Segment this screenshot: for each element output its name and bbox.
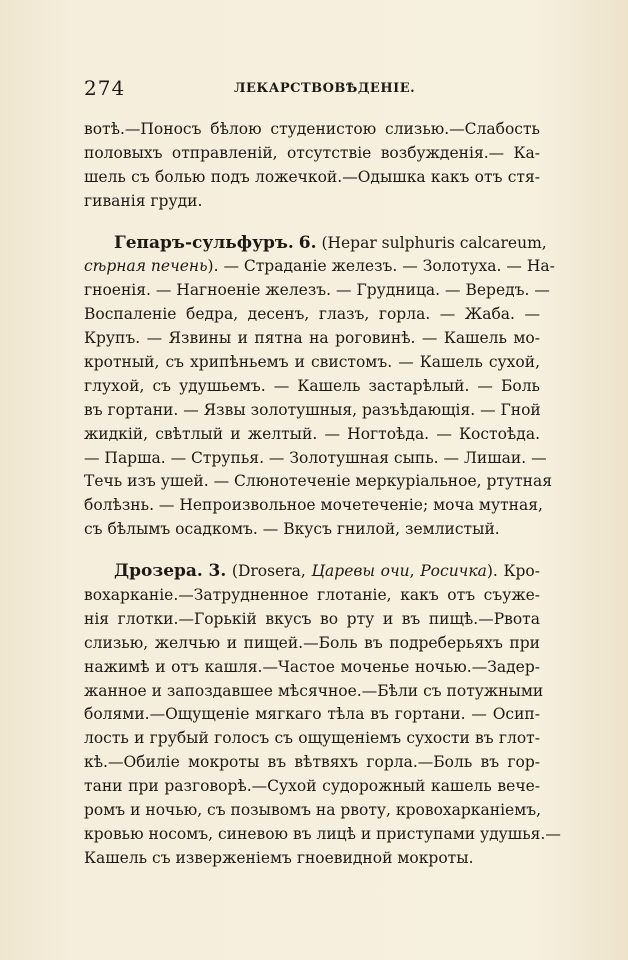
entry-title: Гепаръ-сульфуръ. <box>114 232 294 253</box>
text-line: гиванія груди. <box>84 191 203 210</box>
entry-title: Дрозера. <box>114 561 203 582</box>
text-line: жидкій, свѣтлый и желтый. — Ногтоѣда. — Костоѣда. <box>84 424 540 443</box>
page-body <box>84 118 561 871</box>
text-line: половыхъ отправленій, отсутствіе возбужденія.— Ка- <box>84 143 540 162</box>
text-line: нія глотки.—Горькій вкусъ во рту и въ пищѣ.—Рвота <box>84 609 540 628</box>
text-line: въ гортани. — Язвы золотушныя, разъѣдающія. — Гной <box>84 400 541 419</box>
text-fragment: , <box>409 562 415 581</box>
page-number: 274 <box>84 76 126 100</box>
text-line: болѣзнь. — Непроизвольное мочетеченіе; моча мутная, <box>84 496 543 515</box>
entry-number: 3. <box>208 561 227 582</box>
entry-latin-name: (Drosera, <box>231 562 306 581</box>
text-fragment: ). Кро- <box>486 562 540 581</box>
text-line: лость и грубый голосъ съ ощущеніемъ сухости въ глот- <box>84 729 540 748</box>
entry-first-line <box>84 560 540 584</box>
text-line: Крупъ. — Язвины и пятна на роговинѣ. — Кашель мо- <box>84 329 540 348</box>
text-line: гноенія. — Нагноеніе железъ. — Грудница. — Вередъ. — <box>84 281 550 300</box>
text-line: кротный, съ хрипѣньемъ и свистомъ. — Кашель сухой, <box>84 353 540 372</box>
text-line: шель съ болью подъ ложечкой.—Одышка какъ отъ стя- <box>84 167 540 186</box>
text-line: болями.—Ощущеніе мягкаго тѣла въ гортани. — Осип- <box>84 705 540 724</box>
text-line: ромъ и ночью, съ позывомъ на рвоту, кровохарканіемъ, <box>84 801 542 820</box>
text-line: — Парша. — Струпья. — Золотушная сыпь. — Лишаи. — <box>84 448 547 467</box>
text-line: нажимѣ и отъ кашля.—Частое моченье ночью.—Задер- <box>84 657 540 676</box>
text-line: вохарканіе.—Затрудненное глотаніе, какъ отъ съуже- <box>84 586 540 605</box>
text-line: вотѣ.—Поносъ бѣлою студенистою слизью.—Слабость <box>84 120 540 138</box>
text-line: Течь изъ ушей. — Слюнотеченіе меркуріальное, ртутная <box>84 472 553 491</box>
entry-drosera <box>84 560 561 871</box>
text-line: тани при разговорѣ.—Сухой судорожный кашель вече- <box>84 777 540 796</box>
entry-common-name: Росичка <box>420 562 487 581</box>
entry-latin-name: (Hepar sulphuris calcareum, <box>321 233 547 252</box>
entry-hepar-sulphur <box>84 232 555 543</box>
text-line: кѣ.—Обиліе мокроты въ вѣтвяхъ горла.—Боль въ гор- <box>84 753 540 772</box>
text-line: жанное и запоздавшее мѣсячное.—Бѣли съ потужными <box>84 681 544 700</box>
text-line: Кашель съ изверженіемъ гноевидной мокроты. <box>84 848 474 867</box>
paragraph-continuation <box>84 118 540 214</box>
text-line: кровью носомъ, синевою въ лицѣ и приступами удушья.— <box>84 824 561 843</box>
page-header <box>84 76 544 104</box>
entry-number: 6. <box>298 232 317 253</box>
text-line: глухой, съ удушьемъ. — Кашель застарѣлый. — Боль <box>84 376 540 395</box>
text-line <box>84 255 555 279</box>
text-fragment: ). — Страданіе железъ. — Золотуха. — На- <box>207 257 555 276</box>
running-head: ЛЕКАРСТВОВѢДЕНІЕ. <box>234 81 416 96</box>
entry-first-line <box>84 232 547 256</box>
entry-common-name: Царевы очи <box>311 562 410 581</box>
text-line: Воспаленіе бедра, десенъ, глазъ, горла. — Жаба. — <box>84 305 540 324</box>
entry-common-name: сѣрная печень <box>84 257 208 276</box>
text-line: съ бѣлымъ осадкомъ. — Вкусъ гнилой, землистый. <box>84 520 500 539</box>
text-line: слизью, желчью и пищей.—Боль въ подреберьяхъ при <box>84 633 540 652</box>
